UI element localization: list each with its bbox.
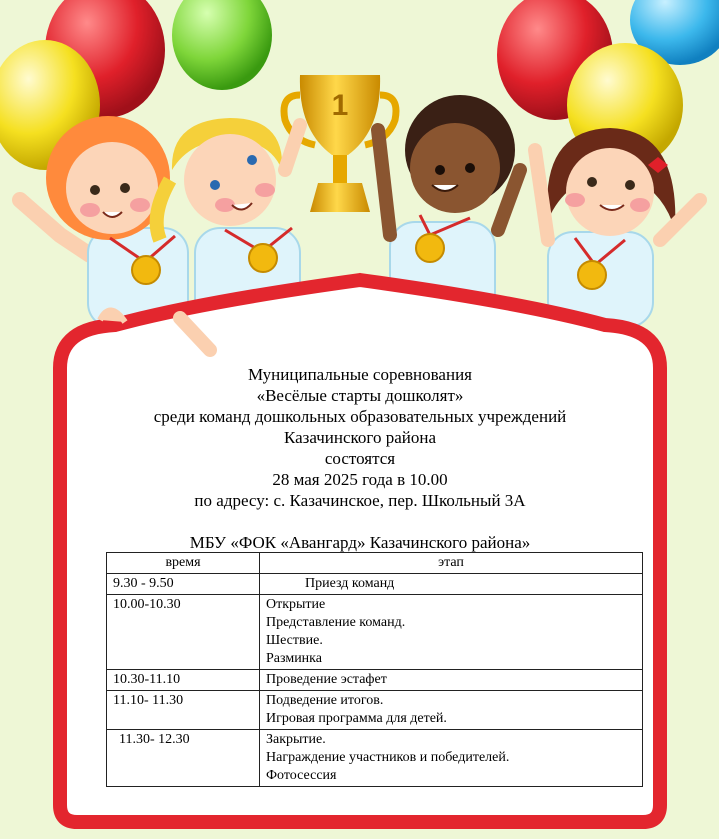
stage-cell	[260, 691, 643, 730]
stage-line: Разминка	[266, 651, 322, 666]
stage-cell	[260, 595, 643, 670]
table-row	[107, 670, 643, 691]
table-row	[107, 595, 643, 670]
stage-line: Представление команд.	[266, 615, 406, 630]
trophy-number: 1	[331, 89, 349, 122]
time-cell: 10.00-10.30	[107, 595, 260, 670]
stage-cell	[260, 670, 643, 691]
table-row	[107, 691, 643, 730]
time-cell: 10.30-11.10	[107, 670, 260, 691]
child-brunette	[535, 128, 700, 327]
balloon-green	[172, 0, 272, 90]
stage-line: Шествие.	[266, 633, 323, 648]
announcement-line: среди команд дошкольных образовательных учреждений	[153, 407, 567, 426]
table-row	[107, 730, 643, 787]
table-row	[107, 574, 643, 595]
table-header-row	[107, 553, 643, 574]
stage-line: Подведение итогов.	[266, 693, 384, 708]
time-cell: 9.30 - 9.50	[107, 574, 260, 595]
announcement-line: состоятся	[324, 449, 396, 468]
announcement-line: «Весёлые старты дошколят»	[256, 386, 464, 405]
column-header-stage: этап	[260, 553, 643, 574]
schedule-table	[106, 552, 643, 787]
stage-cell	[260, 574, 643, 595]
event-address: по адресу: с. Казачинское, пер. Школьный 3А	[194, 491, 526, 510]
stage-line: Закрытие.	[266, 732, 326, 747]
event-date: 28 мая 2025 года в 10.00	[272, 470, 448, 489]
stage-line: Фотосессия	[266, 768, 337, 783]
announcement-line: Казачинского района	[283, 428, 436, 447]
stage-line: Приезд команд	[305, 576, 395, 591]
column-header-time: время	[107, 553, 260, 574]
stage-cell	[260, 730, 643, 787]
stage-line: Открытие	[266, 597, 326, 612]
stage-line: Награждение участников и победителей.	[266, 750, 510, 765]
venue-name: МБУ «ФОК «Авангард» Казачинского района»	[189, 533, 531, 552]
time-cell: 11.30- 12.30	[107, 730, 260, 787]
announcement-text	[90, 364, 630, 511]
time-cell: 11.10- 11.30	[107, 691, 260, 730]
stage-line: Проведение эстафет	[266, 672, 387, 687]
announcement-line: Муниципальные соревнования	[247, 365, 472, 384]
stage-line: Игровая программа для детей.	[266, 711, 447, 726]
